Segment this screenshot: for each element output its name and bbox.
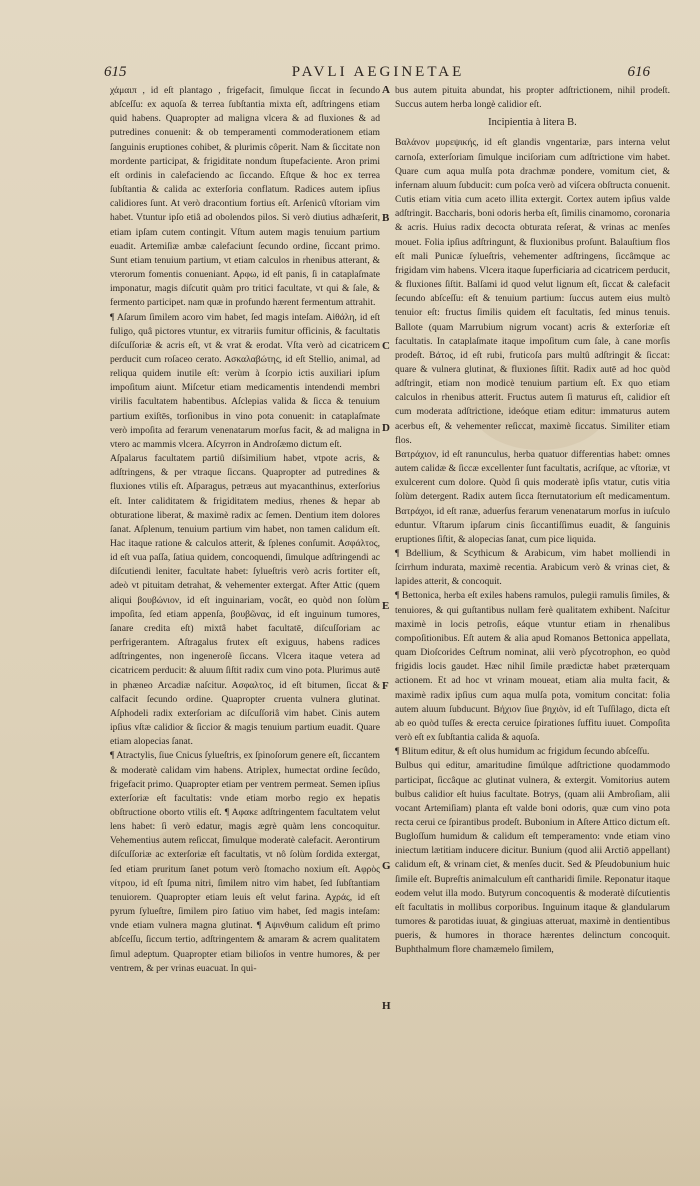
page-header [96,64,660,86]
folio-right: 616 [627,64,650,80]
running-title: PAVLI AEGINETAE [291,64,465,80]
text-paragraph: ¶ Bdellium, & Scythicum & Arabicum, vim habet molliendi in ſcirrhum indurata, maximè recentia. Arabicum verò & vrinas ciet, & lapides atterit, & concoquit. [395,548,670,588]
left-column [110,84,380,1084]
text-paragraph: Aſpalarus facultatem partiû diſsimilium habet, vtpote acris, & adſtringens, & per vtraque ſiccans. Quapropter ad putredines & fluxiones vtilis eſt. Aſparagus, petræus aut myacanthinus, exterſorius eſt. Inter caliditatem & frigiditatem medius, rhenes & hepar ab obturatione liberat, & maximè radix ac ſemen. Dentium item dolores ſanat. Aſplenum, tenuium partium vim habet, non tamen calidum eſt. Hac itaque ratione & calculos atterit, & ſplenes conſumit. Aσφάλτος, id eſt vua paſſa, ſatiua quidem, concoquendi, ſimulque adſtringendi ac diſcutiendi leniter, facultate habet: ſylueſtris verò acris fortiter eſt, adeò vt pituitam detrahat, & vehementer extergat. After Attic (quem aliqui βουβώνιον, id eſt inguinariam, vocât, eo quòd non ſolùm impoſita, ſed etiam appenſa, βουβῶνας, id eſt inguinum tumores, ſanare credita eſt) mixtâ habet facultatē, diſcuſſoriam ac perfrigerantem. Aſtragalus frutex eſt exiguus, habens radices adſtringentes, non ingeneroſè ſiccans. Vlcera itaque vetera ad cicatricem perducit: & aluum ſiſtit radix cum vino pota. Plurimus autē in phæneo Arcadiæ naſcitur. Aσφαλτος, id eſt bitumen, ſiccat & calfacit ſecundo ordine. Quapropter cruenta vulnera glutinat. Aſphodeli radix exterſoriam ac diſcuſſoriâ vim habet. Cinis autem ipſius vſtæ calidior & ſiccior & magis tenuium partium euadit. Quare etiam alopecias ſanat. [110,453,380,748]
section-marker-a: A [382,84,390,96]
text-paragraph: ¶ Atractylis, ſiue Cnicus ſylueſtris, ex ſpinoſorum genere eſt, ſiccantem & moderatè calidam vim habens. Atriplex, humectat ordine ſecûdo, frigefacit primo. Quapropter etiam per ventrem permeat. Semen ipſius exterſoriæ eſt facultatis: vnde etiam morbo regio ex hepatis obſtructione oborto vtilis eſt. ¶ Aφακε adſtringentem facultatem velut lens habet: ſi verò edatur, magis ægrè quàm lens concoquitur. Vehementius autem reſiccat, ſimulque moderatè calefacit. Aerontirum diſcuſſoriæ ac exterſoriæ eſt facultatis, vt nô ſolùm ſordida extergat, ſed etiam pruritum ſanet potum verò ſtomacho noxium eſt. Aφρὸς νίτρου, id eſt ſpuma nitri, ſimilem nitro vim habet, ſed ſubſtantiam tenuiorem. Quapropter etiam leuis eſt velut farina. Aχράς, id eſt pyrum ſylueſtre, ſimilem piro ſatiuo vim habet, ſed magis inteſam: vnde etiam vulnera magna glutinat. ¶ Aψινθιum calidum eſt primo abſceſſu, ſiccum tertio, adſtringentem & amaram & acrem qualitatem ſimul adeptum. Quapropter etiam bilioſos in ventre humores, & per ventrem, & per vrinas euacuat. In qui- [110,750,380,974]
text-paragraph: Bατράχιον, id eſt ranunculus, herba quatuor differentias habet: omnes autem calidæ & ſiccæ excellenter ſunt facultatis, acriſque, ac vſtoriæ, vt exulcerent cum dolore. Quòd ſi quis moderatè ipſis vtatur, cutis vitia ſolùm detergent. Radix autem ſicca ſternutatorium eſt medicamentum. Bατράχοι, id eſt ranæ, aduerſus ferarum venenatarum morſus in iuſculo eduntur. Vſtarum ipſarum cinis ſiccantiſſimus euadit, & ſanguinis eruptiones ſiſtit, & alopecias ſanat, cum pice liquida. [395,448,670,545]
text-paragraph: ¶ Bettonica, herba eſt exiles habens ramulos, pulegii ramulis ſimiles, & tenuiores, & qui guſtantibus nullam ferè qualitatem exhibent. Naſcitur maximè in locis petroſis, eáque vtuntur etiam in rhenalibus compoſitionibus. Eſt autem & alia apud Romanos Bettonica appellata, quam Dioſcorides Ceſtrum nominat, alii verò pſycotrophon, eo quòd frigidis locis gaudet. Hæc nihil ſimile prædictæ habet præterquam actionem. Et ad hoc vt vrinam moueat, etiam alia multa facit, & maximè radix ipſius cum aqua mulſa pota, vomitum concitat: folia autem aluum ſubducunt. Bήχιον ſiue βηχιὸν, id eſt Tuſſilago, dicta eſt ab eo quòd tuſſes & erecta ceruice ſpirationes ſuffitu iuuet. Compoſita verò eſt ex ſubſtantia calida & aquoſa. [395,590,670,744]
right-column [395,84,670,1084]
text-paragraph: χάμαιπ , id eſt plantago , frigefacit, ſimulque ſiccat in ſecundo abſceſſu: ex aquoſa & terrea ſubſtantia mixta eſt, adſtringens etiam quid habens. Quapropter ad maligna vlcera & ad fluxiones & ad putredines conuenit: & ob temperamenti commoderationem etiam ſanguinis eruptiones cohibet, & plurimis côperit. Nam & ſiccitate non mordente participat, & frigiditate nondum ſtupefaciente. Aron primi eſt ordinis in calefaciendo ac ſiccando. Eſtque & hoc ex terrea ſubſtantia & calida ac exterſoria conflatum. Radices autem ipſius calidiores ſunt. At verò dracontium fortius eſt. Arſenicû vſtoriam vim habet. Vtuntur ipſo etiâ ad obolendos pilos. Si verò diutius adhæſerit, etiam ipſam cutem contingit. Vſtum autem magis tenuium partium euadit. Artemiſiæ ambæ calefaciunt ſecundo ordine, ſiccant primo. Sunt etiam tenuium partium, vt etiam calculos in rhenibus atterant, & vterorum fomentis conueniant. Aρφω, id eſt panis, ſi in cataplaſmate imponatur, magis diſcutit quàm pro tritici facultate, vt qui & ſale, & fermento participet. nam quæ in profundo hærent fermentum attrahit. [110,85,380,309]
section-marker-b: B [382,212,390,224]
bottom-margin [0,1096,700,1186]
section-heading: Incipientia à litera B. [488,117,577,129]
text-paragraph: bus autem pituita abundat, his propter adſtrictionem, nihil prodeſt. Succus autem herba longè calidior eſt. [395,85,670,111]
section-marker-h: H [382,1000,391,1012]
text-paragraph: Bulbus qui editur, amaritudine ſimúlque adſtrictione quodammodo participat, ſiccâque ac glutinat vulnera, & extergit. Vomitorius autem bulbus calidior eſt huius facultate. Botrys, (quam alii Ambroſiam, alii vocant Artemiſiam) planta eſt valde boni odoris, quæ cum vino pota recta cerui ce ſpirantibus prodeſt. Bubonium in Aſtere Attico dictum eſt. Bugloſſum humidum & calidum eſt temperamento: vnde etiam vino iniectum lætitiam inducere dicitur. Bunium (quod alii Arctiō appellant) calidum eſt, & vrinam ciet, & menſes ducit. Sed & Pſeudobunium huic ſimile eſt. Bupreſtis animalculum eſt cantharidi ſimile. Reponatur itaque eodem velut illa modo. Butyrum concoquentis & moderatè diſcutientis eſt facultatis in mollibus corporibus. Inguinum itaque & glandularum tumores & parotidas iuuat, & gingiuas atteruat, maximè in dentientibus pueris, & humores in thorace hærentes delinctum concoquit. Buphthalmum flore chamæmelo ſimilem, [395,760,670,956]
text-paragraph: ¶ Blitum editur, & eſt olus humidum ac frigidum ſecundo abſceſſu. [395,746,650,758]
section-marker-e: E [382,600,390,612]
section-marker-f: F [382,680,389,692]
text-paragraph: ¶ Aſarum ſimilem acoro vim habet, ſed magis inteſam. Aiθάλη, id eſt fuligo, quâ pictores vtuntur, ex vitrariis fumitur officinis, & facultatis diſcuſſoriæ & acris eſt, vt & vrat & erodat. Vſta verò ad cicatricem perducit cum roſaceo cerato. Aσκαλαβώτης, id eſt Stellio, animal, ad reliqua quidem inutile eſt: verùm à ſcorpio ictis auxiliari ipſum impoſitum aiunt. Miſcetur etiam medicamentis intendendi membri virilis facultatem habentibus. Aſclepias valida & ſicca & tenuium partium exiſtēs, torſionibus in vino pota conuenit: in cataplaſmate verò impoſita ad ferarum venenatarum morſus facit, & ad maligna in vtero ac mammis vlcera. Aſcyrron in Androſæmo dictum eſt. [110,311,380,450]
text-paragraph: Bαλάνον μυρεψικής, id eſt glandis vngentariæ, pars interna velut carnoſa, exterſoriam ſimulque inciſoriam cum adſtrictione vim habet. Quare cum aqua mulſa pota drachmæ pondere, vomitum ciet, & infernam aluum ſubducit: cum poſca verò ad viſcera obſtructa conuenit. Cutis etiam vitia cum aceto illita extergit. Cortex autem ipſius valde adſtringit. Baccharis, boni odoris herba eſt, ſimilis cinamomo, coronaria & acris. Huius radix decocta obturata reſerat, & vrinas ac menſes mouet. Folia ipſius adſtringunt, & fluxionibus proſunt. Balauſtium flos eſt mali Punicæ ſylueſtris, vehementer adſtringens, ſiccâmque ac frigidam vim habens. Vlcera itaque ſuperficiaria ad cicatricem perducit, & fluxiones ſiſtit. Balſami id quod velut lignum eſt, ſiccat & calefacit ſecundo abſceſſu: eſt & tenuium partium: ſuccus autem eius multò tenuior eſt: fructus ſimilis quidem eſt facultatis, ſed minus tenuis. Ballote (quam Marrubium nigrum vocant) acris & exterſoriæ eſt facultatis. In cataplaſmate itaque impoſitum cum ſale, à cane morſis prodeſt. Bάτος, id eſt rubi, fruticoſa pars multû adſtringit & ſiccat: quare & vulnera glutinat, & fluxiones ſiſtit. Radix autē ad hoc quòd adſtringit, etiam non modicè tenuium partium eſt. Ex quo etiam calculos in rhenibus atterit. Fructus autem ſi maturus eſt, calidior eſt cum moderata adſtrictione, ideóque etiam editur: immaturus autem acerbus eſt, & vehementer reſiccat, maximè ſiccatus. Similiter etiam flos. [395,137,670,446]
section-marker-c: C [382,340,390,352]
section-marker-d: D [382,422,390,434]
folio-left: 615 [104,64,127,80]
section-marker-g: G [382,860,391,872]
